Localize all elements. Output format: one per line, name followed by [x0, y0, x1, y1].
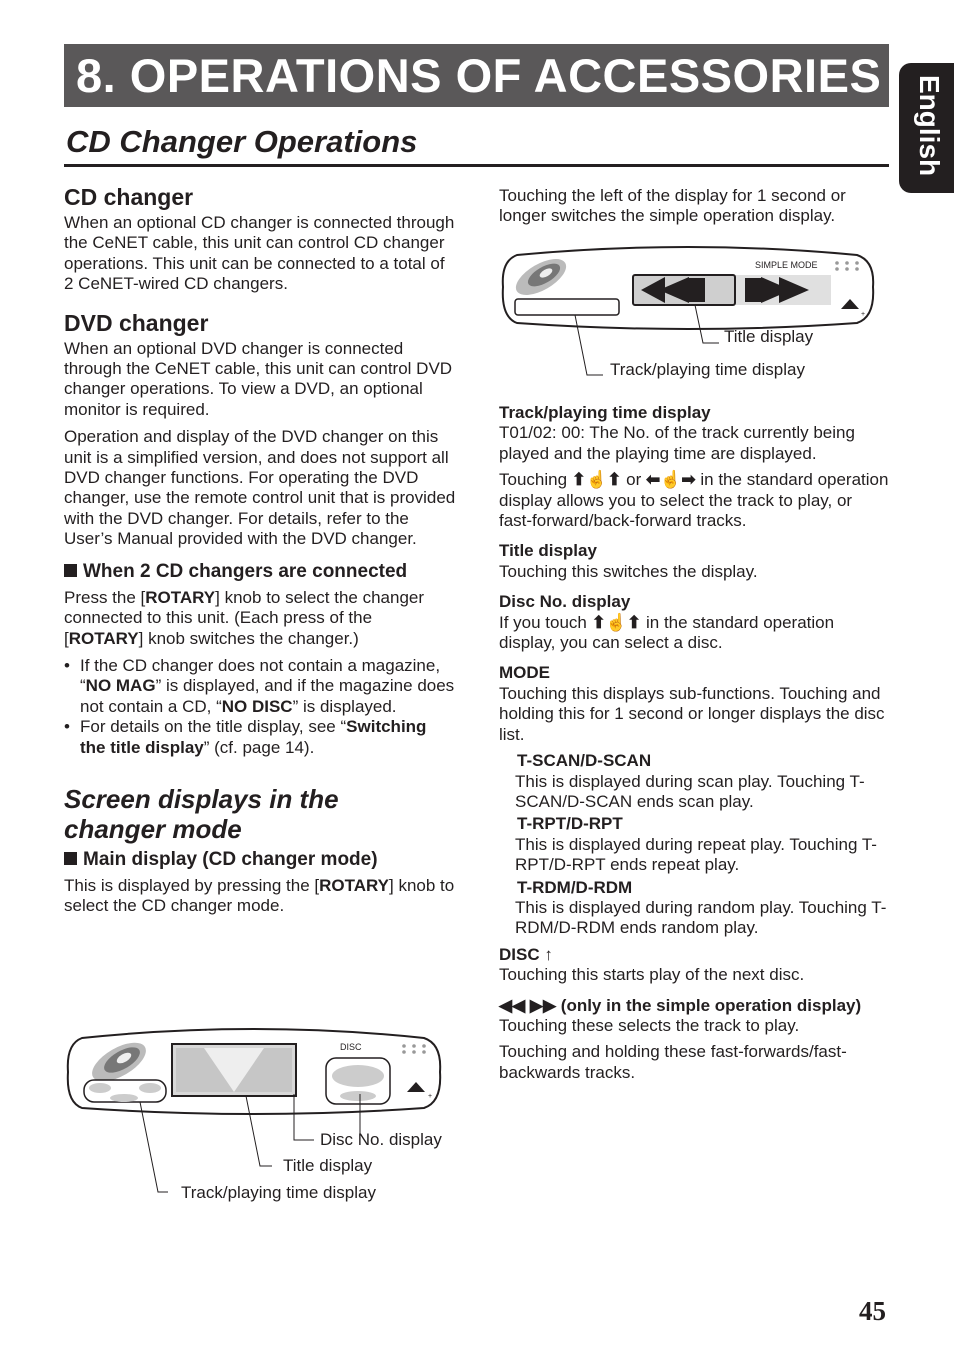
trpt-text: This is displayed during repeat play. Touching T-RPT/D-RPT ends repeat play. [515, 834, 877, 875]
tscan-text: This is displayed during scan play. Touching T-SCAN/D-SCAN ends scan play. [515, 771, 865, 811]
title-display-label: Title display [283, 1156, 373, 1175]
square-bullet-icon [64, 852, 77, 865]
chapter-title: 8. OPERATIONS OF ACCESSORIES [76, 49, 882, 102]
screen-displays-heading: Screen displays in the changer mode [64, 783, 339, 844]
trdm-heading: T-RDM/D-RDM [517, 877, 633, 897]
simple-title-display-label: Title display [724, 327, 814, 346]
simple-track-display-label: Track/playing time display [610, 360, 805, 379]
trpt-heading: T-RPT/D-RPT [517, 814, 623, 834]
left-column [64, 183, 456, 924]
disc-no-label: Disc No. display [320, 1130, 442, 1149]
simple-mode-intro: Touching the left of the display for 1 second or longer switches the simple operation display. [499, 186, 846, 226]
mode-heading: MODE [499, 663, 550, 683]
chapter-banner [64, 44, 889, 107]
track-display-text: T01/02: 00: The No. of the track currently being played and the playing time are displayed. [499, 423, 855, 463]
dvd-changer-heading: DVD changer [64, 309, 209, 336]
title-display-heading: Title display [499, 541, 597, 561]
up-down-control-icon: ⬆☝⬆ [571, 470, 622, 490]
track-select-text: Touching ⬆☝⬆ or ⬅☝➡ in the standard operation display allows you to select the track to play, or fast-forward/back-forward tracks. [499, 470, 889, 531]
dvd-changer-text-1: When an optional DVD changer is connected through the CeNET cable, this unit can control DVD changer operations. To view a DVD, an optional monitor is required. [64, 338, 453, 419]
svg-text:+: + [428, 1093, 433, 1100]
language-tab-label: English [914, 75, 945, 177]
list-item: • For details on the title display, see “Switching the title display” (cf. page 14). [64, 717, 456, 758]
disc-no-heading: Disc No. display [499, 592, 631, 612]
disc-no-text: If you touch ⬆☝⬆ in the standard operation display, you can select a disc. [499, 612, 835, 653]
mode-text: Touching this displays sub-functions. Touching and holding this for 1 second or longer displays the disc list. [499, 683, 885, 744]
main-display-text: This is displayed by pressing the [ROTARY] knob to select the CD changer mode. [64, 875, 455, 916]
right-column [499, 186, 889, 227]
arrow-up-icon: ↑ [544, 944, 553, 964]
simple-buttons-heading: ◀◀ ▶▶ (only in the simple operation display) [499, 995, 862, 1015]
left-right-control-icon: ⬅☝➡ [646, 470, 696, 490]
cd-changer-text: When an optional CD changer is connected through the CeNET cable, this unit can control CD changer operations. This unit can be connected to a total of 2 CeNET-wired CD changers. [64, 213, 455, 294]
trdm-text: This is displayed during random play. Touching T-RDM/D-RDM ends random play. [515, 897, 887, 938]
section-divider [64, 164, 889, 167]
square-bullet-icon [64, 564, 77, 577]
up-down-control-icon: ⬆☝⬆ [591, 612, 642, 632]
track-display-heading: Track/playing time display [499, 403, 711, 422]
right-column-details [499, 403, 889, 1089]
main-display-heading: Main display (CD changer mode) [64, 848, 456, 872]
simple-mode-tag: SIMPLE MODE [755, 260, 818, 270]
svg-text:+: + [861, 311, 866, 318]
notes-list [64, 656, 456, 758]
two-changers-text: Press the [ROTARY] knob to select the changer connected to this unit. (Each press of the [ROTARY] knob switches the changer.) [64, 587, 425, 648]
tscan-heading: T-SCAN/D-SCAN [517, 751, 652, 771]
two-changers-heading: When 2 CD changers are connected [64, 560, 456, 584]
simple-buttons-text-2: Touching and holding these fast-forwards/fast-backwards tracks. [499, 1042, 847, 1082]
fast-forward-icon: ▶▶ [529, 995, 557, 1015]
simple-buttons-text-1: Touching these selects the track to play. [499, 1015, 800, 1035]
disc-tag: DISC [340, 1042, 362, 1052]
page-number: 45 [859, 1296, 886, 1326]
track-display-label: Track/playing time display [181, 1183, 376, 1202]
list-item: • If the CD changer does not contain a magazine, “NO MAG” is displayed, and if the magazine does not contain a CD, “NO DISC” is displayed. [64, 656, 456, 717]
language-tab [899, 63, 954, 193]
dvd-changer-text-2: Operation and display of the DVD changer on this unit is a simplified version, and does not support all DVD changer functions. For operating the DVD changer, use the remote control unit that is provided with the DVD changer. For details, refer to the User’s Manual provided with the DVD changer. [64, 427, 456, 549]
disc-next-text: Touching this starts play of the next disc. [499, 965, 805, 985]
main-display-leaders [64, 1024, 454, 1204]
disc-next-heading: DISC ↑ [499, 944, 553, 964]
rewind-icon: ◀◀ [499, 995, 526, 1015]
cd-changer-heading: CD changer [64, 184, 194, 210]
title-display-text: Touching this switches the display. [499, 561, 758, 581]
section-title: CD Changer Operations [66, 124, 418, 159]
